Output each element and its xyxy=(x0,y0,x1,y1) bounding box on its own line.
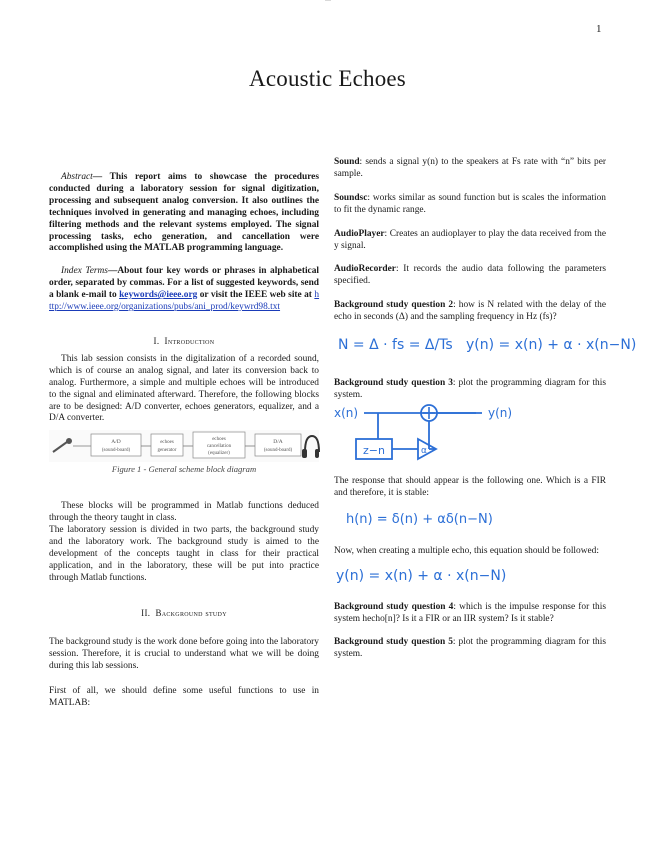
section-2-number: II. xyxy=(141,607,151,618)
audioplayer-definition xyxy=(334,229,606,253)
question-3-label: Background study question 3 xyxy=(334,378,453,389)
sound-definition xyxy=(334,157,606,181)
intro-paragraph-2: These blocks will be programmed in Matlab functions deduced through the theory taught in class. xyxy=(49,501,319,524)
equation-y-echo: y(n) = x(n) + α · x(n−N) xyxy=(466,337,637,354)
block-ad-label: A/D xyxy=(111,439,121,446)
background-paragraph-1: The background study is the work done before going into the laboratory session. Therefore, it is crucial to understand what we will be doing during this lab sessions. xyxy=(49,637,319,672)
index-terms xyxy=(49,266,319,314)
right-column xyxy=(334,157,637,661)
section-2-heading xyxy=(49,608,319,620)
page-number: 1 xyxy=(596,23,602,35)
soundsc-definition xyxy=(334,193,606,217)
abstract-label: Abstract xyxy=(61,172,93,182)
audiorecorder-definition xyxy=(334,264,606,288)
soundsc-label: Soundsc xyxy=(334,192,368,203)
block-echo-gen-label1: echoes xyxy=(160,440,174,446)
top-mark: --- xyxy=(325,0,331,4)
figure-1-caption: Figure 1 - General scheme block diagram xyxy=(111,464,257,475)
handwritten-impulse-response xyxy=(334,505,606,531)
microphone-icon xyxy=(53,442,67,452)
microphone-head xyxy=(66,438,72,444)
index-terms-mid: or visit the IEEE web site at xyxy=(199,290,312,301)
section-1-heading xyxy=(49,336,319,348)
intro-paragraph-3: The laboratory session is divided in two parts, the background study and the laboratory work. The background study is aimed to the development of the concepts taught in class for their practical application, and in the laboratory, these will be put into practice through Matlab functions. xyxy=(49,525,319,583)
block-diagram xyxy=(49,430,319,462)
diagram-input-label: x(n) xyxy=(334,405,359,420)
left-column xyxy=(49,172,319,710)
sound-label: Sound xyxy=(334,157,360,167)
keywords-email-link[interactable]: keywords@ieee.org xyxy=(119,290,198,301)
equation-n-delay: N = Δ · fs = Δ/Ts xyxy=(338,337,453,354)
audiorecorder-body: : It records the audio data following the parameters specified. xyxy=(334,264,606,287)
audioplayer-body: : Creates an audioplayer to play the data received from the y signal. xyxy=(334,228,606,251)
section-2-title: Background study xyxy=(155,607,227,618)
diagram-output-label: y(n) xyxy=(488,405,513,420)
block-echo-cancel-label3: (equalizer) xyxy=(208,451,230,457)
handwritten-equations-1 xyxy=(334,328,637,360)
soundsc-body: : works similar as sound function but is scales the information to fit the dynamic range. xyxy=(334,192,606,215)
sound-body: : sends a signal y(n) to the speakers at Fs rate with “n” bits per sample. xyxy=(334,157,606,179)
section-1-title: Introduction xyxy=(164,335,215,346)
audiorecorder-label: AudioRecorder xyxy=(334,264,396,275)
ieee-keywords-link[interactable]: http://www.ieee.org/organizations/pubs/ani_prod/keywrd98.txt xyxy=(49,290,320,313)
paper-title: Acoustic Echoes xyxy=(249,66,406,91)
audioplayer-label: AudioPlayer xyxy=(334,228,385,239)
equation-impulse-response: h(n) = δ(n) + αδ(n−N) xyxy=(346,511,493,527)
handwritten-system-diagram xyxy=(334,405,606,461)
multiple-echo-text: Now, when creating a multiple echo, this equation should be followed: xyxy=(334,545,599,556)
question-4-label: Background study question 4 xyxy=(334,601,454,612)
block-ad-sub: (sound-board) xyxy=(101,448,131,454)
question-5-body: : plot the programming diagram for this system. xyxy=(334,637,606,660)
response-text: The response that should appear is the following one. Which is a FIR and therefore, it is stable: xyxy=(334,475,606,498)
abstract xyxy=(49,172,319,255)
question-2-label: Background study question 2 xyxy=(334,300,454,311)
background-paragraph-2: First of all, we should define some useful functions to use in MATLAB: xyxy=(49,686,319,709)
question-4-body: : which is the impulse response for this system hecho[n]? Is it a FIR or an IIR system? Is it stable? xyxy=(334,601,606,624)
abstract-body: — This report aims to showcase the procedures conducted during a laboratory session for signal digitization, processing and subsequent analog conversion. It also outlines the techniques involved in generating and managing echoes, including filtering methods and the relevant systems employed. The signal processing tasks, echo generation, and cancellation were accomplished using the MATLAB programming language. xyxy=(49,172,319,254)
question-2-body: : how is N related with the delay of the echo in seconds (Δ) and the sampling frequency in Hz (fs)? xyxy=(334,300,607,323)
question-4 xyxy=(334,602,606,626)
question-3-body: : plot the programming diagram for this system. xyxy=(334,378,606,400)
block-echo-cancel-label2: cancellation xyxy=(206,444,232,450)
delay-block-label: z−n xyxy=(363,443,385,457)
question-5 xyxy=(334,637,606,661)
equation-multiple-echo: y(n) = x(n) + α · x(n−N) xyxy=(336,567,507,584)
index-terms-label: Index Terms xyxy=(61,266,108,277)
question-5-label: Background study question 5 xyxy=(334,637,453,648)
block-echo-cancel-label1: echoes xyxy=(212,437,226,443)
question-2 xyxy=(334,300,606,324)
block-da-label: D/A xyxy=(273,439,283,446)
section-1-number: I. xyxy=(153,335,160,346)
block-echo-gen-label2: generator xyxy=(157,448,177,454)
handwritten-multiple-echo xyxy=(334,562,606,588)
question-3 xyxy=(334,378,606,402)
intro-paragraph-1: This lab session consists in the digitalization of a recorded sound, which is of course an analog signal, and later its conversion back to analog. Furthermore, a simple and multiple echoes will be introduced to the signal and eliminated afterward. Therefore, the following blocks are to be designed: A/D converter, echoes generators, equalizer, and a D/A converter. xyxy=(49,353,319,424)
block-da-sub: (sound-board) xyxy=(263,448,293,454)
gain-alpha-label: α xyxy=(421,445,427,456)
index-terms-body: —About four key words or phrases in alphabetical order, separated by commas. For a list of suggested keywords, send a blank e-mail to xyxy=(49,266,320,301)
